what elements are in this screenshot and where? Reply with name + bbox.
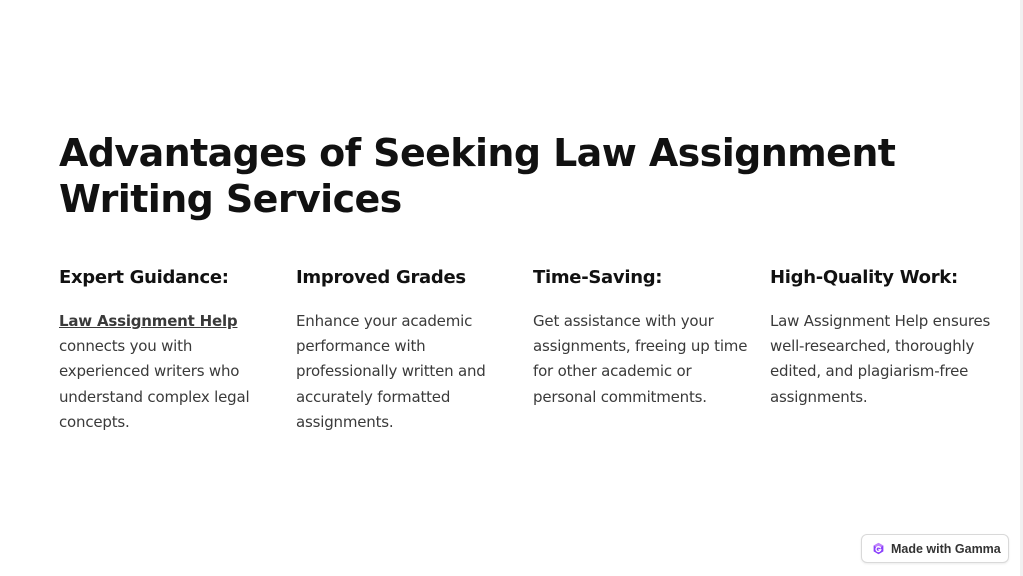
- advantage-column-high-quality-work: [770, 265, 1000, 410]
- advantage-column-expert-guidance: [59, 265, 274, 435]
- advantage-column-improved-grades: [296, 265, 511, 435]
- column-heading: Expert Guidance:: [59, 267, 229, 288]
- slide-title: Advantages of Seeking Law Assignment Writing Services: [59, 131, 896, 221]
- column-heading: Time-Saving:: [533, 267, 663, 288]
- column-body-text: connects you with experienced writers who understand complex legal concepts.: [59, 337, 250, 431]
- column-body: [59, 309, 274, 435]
- advantage-column-time-saving: [533, 265, 748, 410]
- made-with-gamma-badge[interactable]: [861, 534, 1009, 563]
- column-heading: Improved Grades: [296, 267, 466, 288]
- column-body-text: Law Assignment Help ensures well-researched, thoroughly edited, and plagiarism-free assignments.: [770, 312, 991, 406]
- column-heading: High-Quality Work:: [770, 267, 958, 288]
- column-body-text: Get assistance with your assignments, freeing up time for other academic or personal commitments.: [533, 312, 748, 406]
- law-assignment-help-link[interactable]: Law Assignment Help: [59, 312, 238, 330]
- badge-label: Made with Gamma: [891, 541, 1001, 556]
- column-body-text: Enhance your academic performance with professionally written and accurately formatted assignments.: [296, 312, 486, 431]
- gamma-logo-icon: [872, 542, 885, 555]
